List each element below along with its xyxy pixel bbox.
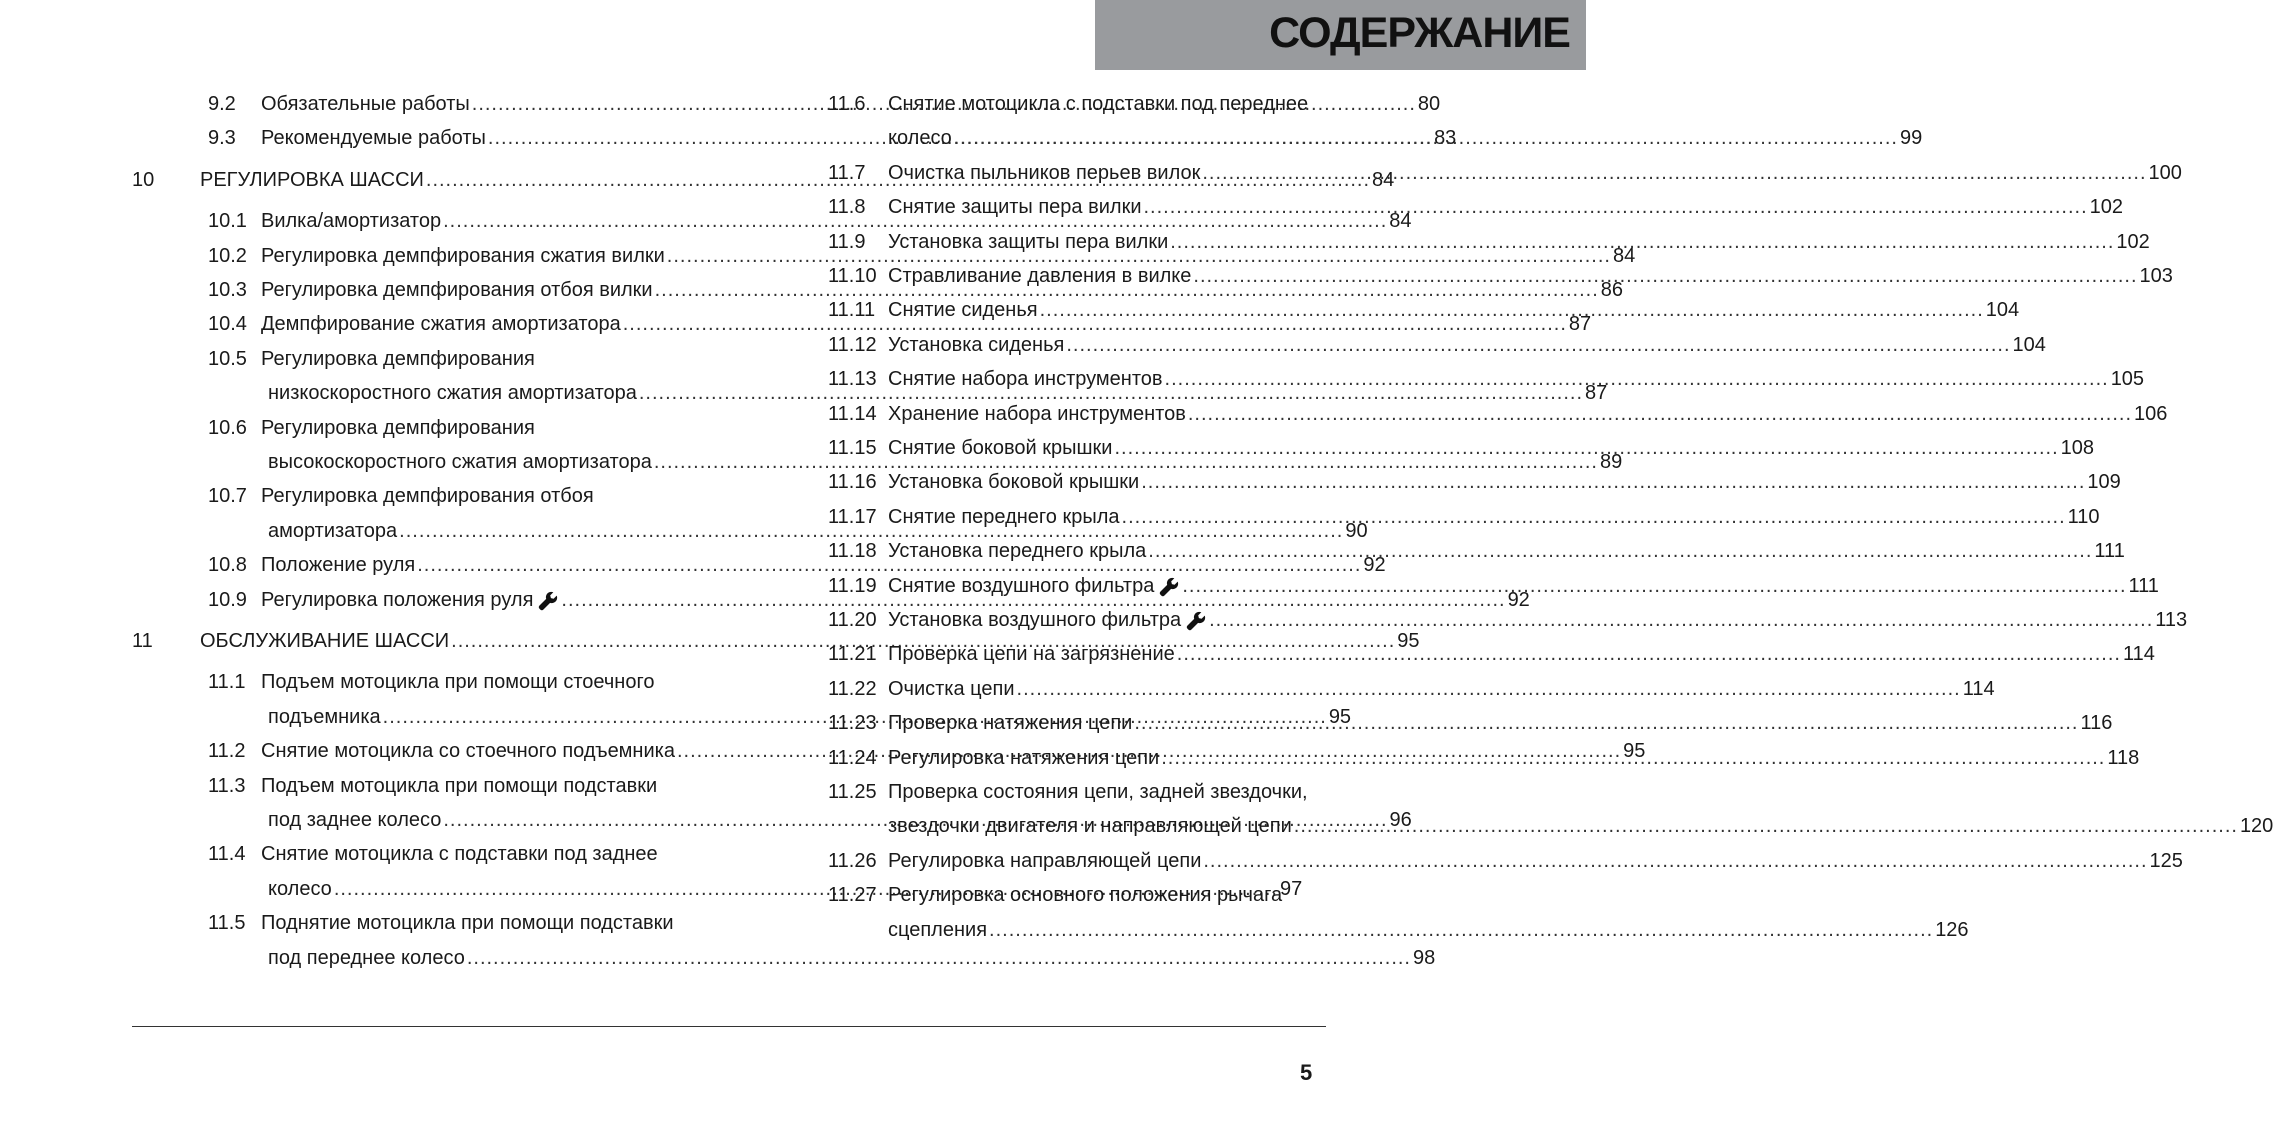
toc-entry-number: 11.20	[828, 609, 877, 631]
toc-entry-page: 90	[1345, 519, 1368, 542]
toc-entry-title: Снятие боковой крышки	[888, 437, 1113, 459]
toc-entry-number: 11.1	[208, 671, 246, 694]
toc-entry-page: 113	[2155, 609, 2188, 631]
leader-dots	[954, 126, 1898, 150]
toc-entry-number: 11.6	[828, 93, 866, 115]
toc-entry-title: Снятие мотоцикла с подставки под заднее	[261, 843, 658, 866]
toc-entry-number: 11.27	[828, 884, 877, 907]
toc-entry-page: 120	[2239, 815, 2273, 838]
toc-entry-number: 11.2	[208, 740, 246, 763]
toc-entry-title: Установка переднего крыла	[888, 540, 1147, 563]
leader-dots	[1040, 298, 1984, 322]
toc-entry-number: 10.9	[208, 588, 247, 611]
toc-entry-number: 11.3	[208, 774, 246, 797]
toc-entry[interactable]	[208, 478, 738, 508]
toc-entry-page: 95	[1623, 740, 1646, 763]
toc-entry[interactable]	[208, 905, 738, 935]
toc-entry[interactable]	[208, 836, 738, 866]
toc-entry-page: 89	[1599, 451, 1623, 473]
toc-entry[interactable]	[828, 464, 2121, 494]
leader-dots	[1294, 814, 2238, 838]
toc-entry-title: Положение руля	[261, 554, 416, 577]
toc-entry-title: Демпфирование сжатия амортизатора	[261, 313, 621, 336]
toc-entry-page: 118	[2107, 746, 2140, 769]
toc-entry-page: 116	[2080, 712, 2113, 735]
toc-entry[interactable]	[828, 499, 2100, 529]
leader-dots	[1170, 230, 2114, 254]
toc-entry-title: Регулировка положения руля	[261, 588, 534, 611]
toc-entry-number: 11.26	[828, 849, 877, 872]
leader-dots	[1144, 195, 2088, 219]
toc-entry-number: 9.2	[208, 93, 236, 115]
toc-entry-title: Снятие переднего крыла	[888, 505, 1120, 528]
leader-dots	[989, 918, 1933, 942]
toc-entry-title: Регулировка демпфирования	[261, 347, 535, 370]
toc-entry-number: 9.3	[208, 127, 236, 150]
toc-entry[interactable]	[828, 568, 2159, 598]
toc-entry-number: 11.14	[828, 402, 877, 425]
toc-entry-page: 84	[1372, 168, 1395, 191]
toc-entry-title: Регулировка натяжения цепи	[888, 746, 1160, 769]
toc-entry-title: Регулировка демпфирования	[261, 416, 535, 439]
toc-entry[interactable]	[828, 705, 2113, 735]
toc-entry-title: Проверка натяжения цепи	[888, 712, 1133, 735]
toc-entry[interactable]	[828, 774, 1356, 804]
toc-entry-title: Установка сиденья	[888, 333, 1065, 356]
toc-entry-number: 11.18	[828, 540, 877, 563]
toc-entry-page: 126	[1935, 918, 1969, 941]
toc-entry-title: ОБСЛУЖИВАНИЕ ШАССИ	[200, 630, 450, 652]
wrench-icon	[1185, 610, 1207, 632]
toc-entry-page: 102	[2089, 196, 2124, 219]
toc-entry-page: 87	[1568, 313, 1592, 336]
toc-entry-page: 105	[2110, 368, 2145, 391]
toc-entry-page: 92	[1363, 554, 1386, 577]
toc-entry[interactable]	[828, 533, 2125, 563]
toc-entry-title: Проверка цепи на загрязнение	[888, 643, 1175, 666]
page-title: СОДЕРЖАНИЕ	[1269, 9, 1570, 57]
footer-divider	[132, 1026, 1326, 1027]
toc-entry-number: 10.4	[208, 313, 247, 336]
toc-entry-page: 86	[1600, 279, 1623, 301]
leader-dots	[1066, 333, 2010, 357]
toc-entry-title: Установка воздушного фильтра	[888, 609, 1182, 631]
toc-entry-number: 11.9	[828, 230, 866, 253]
toc-entry-number: 11.19	[828, 574, 877, 597]
toc-entry-title-continued: низкоскоростного сжатия амортизатора	[268, 382, 637, 405]
wrench-icon	[537, 590, 559, 612]
toc-entry-title: Регулировка основного положения рычага	[888, 884, 1283, 907]
toc-entry[interactable]	[828, 843, 2183, 873]
toc-entry-title-continued: под переднее колесо	[268, 946, 465, 969]
toc-entry-page: 109	[2087, 471, 2121, 494]
toc-entry-number: 11.13	[828, 368, 877, 391]
toc-entry-number: 11.16	[828, 471, 877, 494]
toc-entry-number: 11.11	[828, 299, 876, 322]
toc-entry-title: Снятие сиденья	[888, 299, 1038, 322]
toc-entry-page: 80	[1417, 93, 1441, 115]
toc-entry[interactable]	[828, 292, 2020, 322]
toc-entry-title: Установка боковой крышки	[888, 471, 1140, 494]
toc-entry-title: Регулировка демпфирования отбоя вилки	[261, 279, 653, 301]
toc-entry-page: 87	[1585, 382, 1608, 405]
toc-entry-page: 114	[2122, 643, 2155, 666]
toc-entry-title: Снятие мотоцикла со стоечного подъемника	[261, 740, 675, 763]
toc-entry[interactable]	[828, 396, 2168, 426]
toc-entry-page: 108	[2060, 437, 2095, 459]
toc-chapter-entry[interactable]	[132, 623, 1420, 653]
leader-dots	[1193, 264, 2137, 288]
wrench-icon	[1158, 576, 1180, 598]
toc-entry-title: Подъем мотоцикла при помощи подставки	[261, 774, 658, 797]
toc-entry-title: Проверка состояния цепи, задней звездочки,	[888, 781, 1308, 803]
toc-entry-title-continued: колесо	[888, 127, 952, 150]
leader-dots	[1148, 539, 2092, 563]
toc-entry-title-continued: подъемника	[268, 705, 381, 728]
toc-entry-number: 11.8	[828, 196, 866, 219]
toc-entry-number: 11.24	[828, 746, 877, 769]
toc-entry-number: 11.22	[828, 677, 877, 700]
toc-entry[interactable]	[208, 664, 738, 694]
leader-dots	[1141, 470, 2085, 494]
toc-entry-title: Регулировка демпфирования отбоя	[261, 485, 594, 508]
toc-entry[interactable]	[208, 768, 738, 798]
toc-entry-page: 97	[1279, 877, 1303, 900]
toc-entry-number: 10.8	[208, 554, 247, 577]
toc-entry-continuation[interactable]	[888, 912, 1969, 942]
leader-dots	[1182, 574, 2126, 598]
leader-dots	[1188, 402, 2132, 426]
toc-entry-page: 111	[2094, 540, 2125, 563]
toc-entry[interactable]	[828, 224, 2150, 254]
leader-dots	[1122, 505, 2066, 529]
toc-entry[interactable]	[828, 327, 2046, 357]
toc-entry-title: Очистка пыльников перьев вилок	[888, 161, 1201, 184]
leader-dots	[1161, 746, 2105, 770]
leader-dots	[1165, 367, 2109, 391]
leader-dots	[1134, 711, 2078, 735]
toc-entry-number: 11.10	[828, 265, 877, 287]
toc-entry-page: 84	[1389, 210, 1412, 233]
toc-entry-page: 111	[2128, 574, 2159, 597]
toc-entry-page: 99	[1899, 127, 1923, 150]
toc-entry-title-continued: высокоскоростного сжатия амортизатора	[268, 451, 652, 473]
toc-entry-page: 98	[1412, 946, 1436, 969]
toc-entry-page: 106	[2134, 402, 2168, 425]
toc-entry-title: Подъем мотоцикла при помощи стоечного	[261, 671, 655, 694]
toc-entry-title-continued: сцепления	[888, 918, 988, 941]
toc-entry-title: РЕГУЛИРОВКА ШАССИ	[200, 168, 424, 191]
toc-entry-continuation[interactable]	[268, 940, 1436, 970]
toc-entry-title: Рекомендуемые работы	[261, 127, 486, 150]
leader-dots	[1017, 677, 1961, 701]
toc-entry-number: 10.2	[208, 244, 247, 267]
toc-entry-number: 11.25	[828, 781, 877, 803]
toc-entry-page: 92	[1507, 588, 1530, 611]
toc-entry-page: 83	[1434, 127, 1457, 150]
toc-entry-number: 11.5	[208, 912, 246, 935]
leader-dots	[1209, 608, 2153, 632]
toc-entry-number: 10.6	[208, 416, 247, 439]
toc-entry[interactable]	[208, 410, 738, 440]
toc-entry-title: Обязательные работы	[261, 93, 470, 115]
toc-entry-page: 102	[2116, 230, 2150, 253]
toc-entry-number: 10.7	[208, 485, 247, 508]
toc-entry-title: Очистка цепи	[888, 677, 1015, 700]
toc-entry-number: 10.3	[208, 279, 247, 301]
toc-entry-title: Хранение набора инструментов	[888, 402, 1186, 425]
toc-entry-number: 11.12	[828, 333, 877, 356]
toc-entry-number: 11.15	[828, 437, 877, 459]
toc-entry-title-continued: звездочки двигателя и направляющей цепи	[888, 815, 1292, 838]
toc-entry-page: 104	[2012, 333, 2046, 356]
toc-entry-page: 95	[1397, 630, 1420, 652]
toc-entry-title: Снятие набора инструментов	[888, 368, 1163, 391]
toc-entry-title-continued: под заднее колесо	[268, 809, 442, 831]
toc-entry-title-continued: амортизатора	[268, 519, 398, 542]
toc-entry-page: 104	[1985, 299, 2020, 322]
toc-entry-number: 10.1	[208, 210, 247, 233]
toc-entry-number: 10	[132, 168, 155, 191]
toc-entry[interactable]	[828, 258, 2173, 288]
toc-entry-number: 11.4	[208, 843, 246, 866]
toc-entry[interactable]	[828, 602, 2188, 632]
toc-entry-title: Установка защиты пера вилки	[888, 230, 1169, 253]
leader-dots	[1177, 642, 2121, 666]
header-band	[1095, 0, 1586, 70]
toc-entry-number: 10.5	[208, 347, 247, 370]
toc-entry[interactable]	[208, 341, 738, 371]
toc-entry[interactable]	[828, 877, 1356, 907]
toc-entry-page: 110	[2067, 505, 2100, 528]
toc-entry-title: Поднятие мотоцикла при помощи подставки	[261, 912, 674, 935]
page-number: 5	[1300, 1060, 1313, 1085]
toc-entry[interactable]	[828, 430, 2095, 460]
toc-entry[interactable]	[828, 86, 1356, 116]
toc-entry[interactable]	[828, 189, 2124, 219]
leader-dots	[1202, 161, 2146, 185]
toc-entry-page: 95	[1328, 705, 1352, 728]
toc-entry-title: Стравливание давления в вилке	[888, 265, 1192, 287]
toc-entry[interactable]	[828, 361, 2145, 391]
toc-entry-number: 11.7	[828, 161, 866, 184]
toc-entry-title: Снятие защиты пера вилки	[888, 196, 1142, 219]
toc-entry-number: 11.17	[828, 505, 877, 528]
toc-entry-title: Регулировка направляющей цепи	[888, 849, 1202, 872]
leader-dots	[467, 946, 1411, 970]
toc-entry-page: 100	[2148, 161, 2182, 184]
leader-dots	[1203, 849, 2147, 873]
toc-entry-page: 103	[2139, 265, 2173, 287]
toc-entry-number: 11.21	[828, 643, 877, 666]
leader-dots	[1114, 436, 2058, 460]
toc-entry-page: 96	[1389, 809, 1412, 831]
toc-entry-title: Снятие мотоцикла с подставки под переднее	[888, 93, 1309, 115]
toc-entry-title-continued: колесо	[268, 877, 332, 900]
toc-entry-number: 11.23	[828, 712, 877, 735]
toc-entry-title: Регулировка демпфирования сжатия вилки	[261, 244, 665, 267]
toc-entry-title: Вилка/амортизатор	[261, 210, 442, 233]
toc-entry-page: 84	[1612, 244, 1636, 267]
toc-entry-page: 125	[2149, 849, 2183, 872]
toc-entry[interactable]	[828, 671, 1995, 701]
toc-entry-page: 114	[1962, 677, 1995, 700]
toc-entry-number: 11	[132, 630, 153, 652]
toc-entry-title: Снятие воздушного фильтра	[888, 574, 1155, 597]
